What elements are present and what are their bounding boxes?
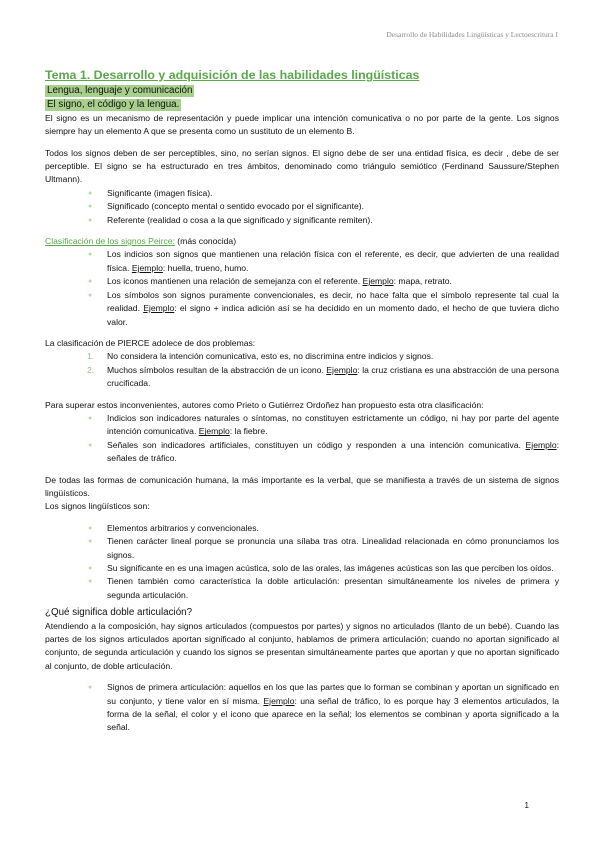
page-number: 1 — [524, 801, 529, 810]
peirce-link[interactable]: Clasificación de los signos Peirce: — [45, 236, 175, 247]
paragraph-articulation: Atendiendo a la composición, hay signos articulados (compuestos por partes) y signos no articulados (llanto de un bebé). Cuando las partes de los signos articulados aportan significado al conjunto, hablamos de primera articulación; cuando no aportan significado al conjunto, de segunda articulación y cuando los signos se presentan simultáneamente partes que aportan y que no aportan significado al conjunto, de doble articulación. — [45, 620, 559, 671]
list-item: ● Indicios son indicadores naturales o síntomas, no constituyen estrictamente un código, ni hay por parte del agente intención comunicativa. Ejemplo: la fiebre. — [45, 412, 559, 439]
list-item: ● Señales son indicadores artificiales, constituyen un código y responden a una intención comunicativa. Ejemplo: señales de tráfico. — [45, 439, 559, 466]
list-item: ● Elementos arbitrarios y convencionales. — [45, 522, 559, 535]
list-item: ● Tienen también como característica la doble articulación: presentan simultáneamente los niveles de primera y segunda articulación. — [45, 575, 559, 602]
list-item: ● Significado (concepto mental o sentido evocado por el significante). — [45, 200, 559, 213]
peirce-heading: Clasificación de los signos Peirce: (más conocida) — [45, 236, 237, 247]
list-item: ● Referente (realidad o cosa a la que significado y significante remiten). — [45, 214, 559, 227]
question-heading: ¿Qué significa doble articulación? — [45, 607, 193, 619]
document-title: Tema 1. Desarrollo y adquisición de las habilidades lingüísticas — [45, 68, 420, 82]
linguistic-signs-list — [45, 522, 559, 602]
problems-intro: La clasificación de PIERCE adolece de dos problemas: — [45, 337, 256, 348]
subsection-heading: El signo, el código y la lengua. — [47, 99, 180, 111]
list-item: ● Signos de primera articulación: aquellos en los que las partes que lo forman se combinan y aportan un significado en su conjunto, y tiene valor en sí misma. Ejemplo: una señal de tráfico, lo es porque hay 3 elementos articulados, la forma de la señal, el color y el icono que aparece en la señal; los elementos se combinan y aporta significado a la señal. — [45, 681, 559, 735]
triangle-list — [45, 187, 559, 227]
problems-list — [45, 350, 559, 390]
paragraph-sign-definition: El signo es un mecanismo de representación y puede implicar una intención comunicativa o no por parte de la gente. Los signos siempre hay un elemento A que se presenta como un sustituto de un elemento B. — [45, 112, 559, 137]
peirce-list — [45, 248, 559, 328]
prieto-intro: Para superar estos inconvenientes, autores como Prieto o Gutiérrez Ordoñez han propuesto esta otra clasificación: — [45, 399, 484, 410]
section-heading: Lengua, lenguaje y comunicación — [47, 85, 193, 96]
list-item: ● Su significante en es una imagen acústica, solo de las orales, las imágenes acústicas son las que perciben los oídos. — [45, 562, 559, 575]
document-body — [45, 68, 559, 735]
list-item: 2. Muchos símbolos resultan de la abstracción de un icono. Ejemplo: la cruz cristiana es una abstracción de una persona crucificada. — [87, 364, 559, 389]
list-item: ● Los indicios son signos que mantienen una relación física con el referente, es decir, que advierten de una realidad física. Ejemplo: huella, trueno, humo. — [45, 248, 559, 275]
prieto-list — [45, 412, 559, 466]
list-item: ● Significante (imagen física). — [45, 187, 559, 200]
paragraph-verbal: De todas las formas de comunicación humana, la más importante es la verbal, que se manifiesta a través de un sistema de signos lingüísticos. — [45, 474, 559, 498]
list-item: ● Los iconos mantienen una relación de semejanza con el referente. Ejemplo: mapa, retrato. — [45, 275, 559, 288]
list-item: ● Los símbolos son signos puramente convencionales, es decir, no hace falta que el símbolo represente tal cual la realidad. Ejemplo: el signo + indica adición así se ha decidido en un momento dado, el hecho de que tuviera dicho valor. — [45, 289, 559, 329]
list-item: 1. No considera la intención comunicativa, esto es, no discrimina entre indicios y signos. — [87, 351, 434, 362]
list-item: ● Tienen carácter lineal porque se pronuncia una sílaba tras otra. Linealidad relacionada en cómo pronunciamos los signos. — [45, 535, 559, 562]
page-header: Desarrollo de Habilidades Lingüísticas y Lectoescritura I — [386, 30, 558, 39]
paragraph-perceptible: Todos los signos deben de ser perceptibles, sino, no serían signos. El signo debe de ser una entidad física, es decir , debe de ser perceptible. El signo se ha estructurado en tres ámbitos, denominado como triángulo semiótico (Ferdinand Saussure/Stephen Ultmann). — [45, 147, 559, 185]
articulation-list — [45, 681, 559, 735]
linguistic-signs-intro: Los signos lingüísticos son: — [45, 501, 150, 512]
